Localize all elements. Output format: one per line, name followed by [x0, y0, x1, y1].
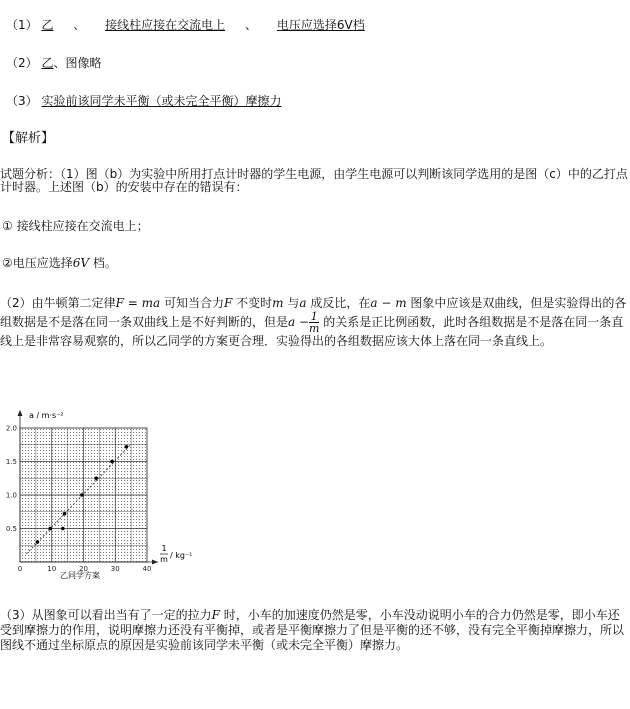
x-tick-label: 0 — [17, 565, 23, 573]
data-point — [61, 527, 65, 531]
para2-text: 可知当合力 — [160, 296, 225, 310]
item-2-text-end: 档。 — [89, 256, 117, 270]
acceleration-chart — [0, 404, 200, 592]
para3-text: 时，小车的加速度仍然是零，小车没动说明小车的合力仍然是零，即小车还受到摩擦力的作用，说明摩擦力还没有平衡掉，或者是平衡摩擦力了但是平衡的还不够，没有完全平衡掉摩擦力，所以图线不通过坐标原点的原因是实验前该同学未平衡（或未完全平衡）摩擦力。 — [0, 608, 625, 652]
item-2-text: ②电压应选择 — [2, 256, 73, 270]
answer-2-number: （2） — [6, 56, 38, 70]
separator: 、 — [245, 18, 258, 32]
para2-text: 成反比，在 — [306, 296, 371, 310]
answer-2-rest: 、图像略 — [53, 56, 102, 70]
para2-text: 不变时 — [232, 296, 273, 310]
para2-text: 与 — [283, 296, 300, 310]
data-point — [80, 493, 84, 497]
answer-3-part-a: 实验前该同学未平衡（或未完全平衡）摩擦力 — [41, 94, 282, 108]
answer-2 — [6, 56, 102, 71]
data-point — [94, 476, 98, 480]
answer-1-part-b: 接线柱应接在交流电上 — [105, 18, 226, 32]
a-minus-symbol: a − — [288, 315, 310, 329]
y-tick-label: 2.0 — [5, 424, 17, 433]
analysis-header: 【解析】 — [2, 131, 55, 146]
force-symbol: F — [224, 296, 233, 310]
x-tick-label: 30 — [110, 565, 120, 573]
a-m-graph-symbol: a − m — [370, 296, 407, 310]
fraction-numerator: 1 — [310, 310, 318, 323]
data-point — [48, 527, 52, 531]
y-tick-label: 1.0 — [5, 491, 17, 500]
data-point — [63, 512, 67, 516]
y-tick-label: 0.5 — [5, 525, 17, 533]
answer-3 — [6, 94, 281, 109]
para2-text: 图象中应该是双曲线，但是实验得出的各组数据是不是落在同一条双曲线上是不好判断的，但是 — [0, 296, 627, 329]
y-tick-label: 1.5 — [5, 458, 17, 466]
para2-text: 的关系是正比例函数，此时各组数据是不是落在同一条直线上是非常容易观察的，所以乙同学的方案更合理．实验得出的各组数据应该大体上落在同一条直线上。 — [0, 315, 624, 348]
analysis-paragraph-2 — [0, 296, 628, 349]
para3-text: （3）从图象可以看出当有了一定的拉力 — [0, 608, 212, 622]
x-tick-label: 10 — [47, 565, 57, 573]
error-item-1: ① 接线柱应接在交流电上； — [2, 219, 149, 233]
newton-equation: F = ma — [115, 296, 161, 310]
answer-2-part-a: 乙 — [41, 56, 54, 70]
separator: 、 — [73, 18, 86, 32]
x-tick-label: 40 — [142, 565, 152, 573]
x-axis-label-numerator: 1 — [161, 544, 167, 553]
y-axis-arrow — [18, 410, 23, 416]
data-point — [36, 540, 40, 544]
one-over-m-fraction — [309, 311, 319, 334]
x-axis-arrow — [152, 560, 158, 565]
data-point — [110, 460, 114, 464]
answer-1-part-c: 电压应选择6V档 — [276, 18, 365, 32]
answer-1-number: （1） — [6, 18, 38, 32]
acceleration-symbol: a — [299, 296, 307, 310]
chart-caption: 乙同学方案 — [60, 571, 100, 580]
data-point — [125, 445, 129, 449]
para2-text: （2）由牛顿第二定律 — [0, 296, 116, 310]
x-tick-label: 20 — [79, 565, 88, 573]
analysis-paragraph-3 — [0, 608, 628, 653]
answer-1 — [6, 18, 365, 33]
analysis-paragraph-1: 试题分析：（1）图（b）为实验中所用打点计时器的学生电源，由学生电源可以判断该同学选用的是图（c）中的乙打点计时器。上述图（b）的安装中存在的错误有： — [0, 167, 628, 194]
force-symbol: F — [211, 608, 220, 622]
y-axis-label: a / m·s⁻² — [29, 411, 64, 420]
answer-3-number: （3） — [6, 94, 38, 108]
error-item-2 — [2, 256, 117, 271]
x-axis-label-unit: / kg⁻¹ — [170, 551, 193, 560]
answer-1-part-a: 乙 — [41, 18, 54, 32]
x-axis-label-denominator: m — [160, 555, 168, 564]
fraction-denominator: m — [309, 322, 320, 335]
voltage-symbol: 6V — [72, 256, 90, 270]
mass-symbol: m — [272, 296, 284, 310]
